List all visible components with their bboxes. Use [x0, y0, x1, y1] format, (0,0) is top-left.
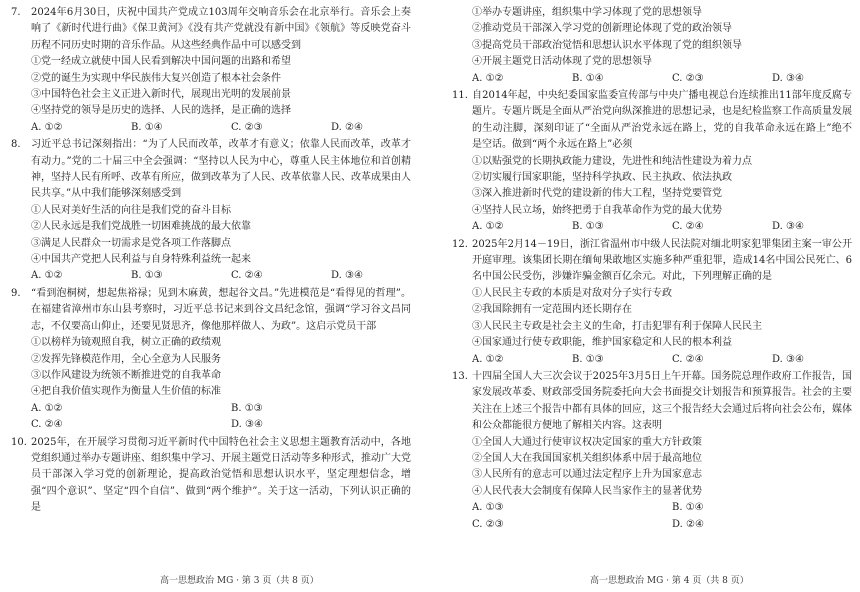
answer-b[interactable]: B. ①③ — [572, 221, 604, 233]
option-3: ③满足人民群众一切需求是党各项工作落脚点 — [31, 237, 231, 249]
question-number: 8. — [11, 139, 21, 151]
answer-c[interactable]: C. ②③ — [472, 518, 504, 530]
question-9 — [11, 286, 411, 434]
question-number: 9. — [11, 287, 21, 299]
answer-d[interactable]: D. ③④ — [331, 270, 363, 282]
question-number: 10. — [11, 436, 27, 448]
question-text: “看到泡桐树，想起焦裕禄；见到木麻黄，想起谷文昌。”先进模范是“看得见的哲理”。在福建省漳州市东山县考察时，习近平总书记来到谷文昌纪念馆，强调“学习谷文昌同志，不仅要高山仰止，还要见贤思齐，像他那样做人、为政”。这启示党员干部 — [31, 287, 411, 332]
question-text: 习近平总书记深刻指出：“为了人民而改革，改革才有意义；依靠人民而改革，改革才有动力。”党的二十届三中全会强调：“坚持以人民为中心，尊重人民主体地位和首创精神，坚持人民有所呼、改革有所应，做到改革为了人民、改革依靠人民、改革成果由人民共享。”从中我们能够深刻感受到 — [31, 139, 411, 200]
option-3: ③深入推进新时代党的建设新的伟大工程，坚持党要管党 — [472, 188, 722, 200]
answer-d[interactable]: D. ③④ — [772, 221, 804, 233]
question-number: 11. — [452, 90, 468, 102]
option-4: ④坚持党的领导是历史的选择、人民的选择，是正确的选择 — [31, 105, 291, 117]
option-2: ②我国除拥有一定范围内还长期存在 — [472, 304, 632, 316]
question-8 — [11, 137, 411, 285]
option-3: ③以作风建设为统领不断推进党的自我革命 — [31, 369, 221, 381]
option-4: ④人民代表大会制度有保障人民当家作主的显著优势 — [472, 485, 702, 497]
answer-b[interactable]: B. ①④ — [572, 72, 604, 84]
question-text: 自2014年起，中央纪委国家监委宣传部与中央广播电视总台连续推出11部年度反腐专题片。专题片既是全面从严治党向纵深推进的思想记录，也是纪检监察工作高质量发展的生动注脚，深刻印证了“全面从严治党永远在路上，党的自我革命永远在路上”绝不是空话。做到“两个永远在路上”必须 — [472, 90, 852, 151]
option-1: ①党一经成立就使中国人民看到解决中国问题的出路和希望 — [31, 56, 291, 68]
page-footer-left: 高一思想政治 MG · 第 3 页（共 8 页） — [160, 576, 319, 586]
answer-b[interactable]: B. ①④ — [131, 121, 163, 133]
answer-a[interactable]: A. ①③ — [472, 502, 504, 514]
option-3: ③人民民主专政是社会主义的生命，打击犯罪有利于保障人民民主 — [472, 320, 762, 332]
right-column — [452, 5, 852, 534]
answer-b[interactable]: B. ①④ — [672, 502, 704, 514]
option-2: ②切实履行国家职能，坚持科学执政、民主执政、依法执政 — [472, 172, 732, 184]
question-11 — [452, 88, 852, 236]
answer-row — [31, 417, 411, 433]
option-3: ③中国特色社会主义正进入新时代，展现出光明的发展前景 — [31, 89, 291, 101]
left-column — [11, 5, 411, 518]
page-footer-right: 高一思想政治 MG · 第 4 页（共 8 页） — [590, 576, 749, 586]
option-1: ①人民民主专政的本质是对敌对分子实行专政 — [472, 287, 672, 299]
answer-choices — [11, 268, 411, 284]
answer-c[interactable]: C. ②③ — [672, 72, 704, 84]
answer-row — [31, 401, 411, 417]
answer-c[interactable]: C. ②④ — [31, 419, 63, 431]
question-stem — [11, 286, 411, 335]
answer-d[interactable]: D. ③④ — [231, 419, 263, 431]
option-2: ②全国人大在我国国家机关组织体系中居于最高地位 — [472, 452, 702, 464]
question-10-continued — [452, 5, 852, 87]
option-4: ④把自我价值实现作为衡量人生价值的标准 — [31, 386, 221, 398]
question-stem — [452, 88, 852, 154]
question-number: 7. — [11, 7, 21, 18]
question-stem — [11, 435, 411, 517]
option-4: ④坚持人民立场，始终把勇于自我革命作为党的最大优势 — [472, 204, 722, 216]
answer-row — [472, 500, 852, 516]
question-text: 十四届全国人大三次会议于2025年3月5日上午开幕。国务院总理作政府工作报告，国家发展改革委、财政部受国务院委托向大会书面提交计划报告和预算报告。社会的主要关注在上述三个报告中都有具体的回应，这三个报告经大会通过后将向社会公布，媒体和公众都能很方便地了解相关内容。这表明 — [472, 370, 852, 432]
answer-choices — [452, 352, 852, 368]
question-10 — [11, 435, 411, 517]
answer-choices — [11, 120, 411, 136]
answer-c[interactable]: C. ②③ — [231, 121, 263, 133]
answer-d[interactable]: D. ③④ — [772, 353, 804, 365]
question-text: 2025年，在开展学习贯彻习近平新时代中国特色社会主义思想主题教育活动中，各地党组织通过举办专题讲座、组织集中学习、开展主题党日活动等多种形式，推动广大党员干部深入学习党的创新理论，提高政治觉悟和思想认识水平，坚定理想信念，增强“四个意识”、坚定“四个自信”、做到“两个维护”。关于这一活动，下列认识正确的是 — [31, 436, 411, 514]
answer-b[interactable]: B. ①③ — [572, 353, 604, 365]
answer-row — [472, 517, 852, 533]
answer-c[interactable]: C. ②④ — [672, 221, 704, 233]
question-text: 2025年2月14－19日，浙江省温州市中级人民法院对缅北明家犯罪集团主案一审公开开庭审理。该集团长期在缅甸果敢地区实施多种严重犯罪，造成14名中国公民死亡、6名中国公民受伤，涉嫌诈骗金额百亿余元。对此，下列理解正确的是 — [472, 238, 852, 283]
question-7 — [11, 5, 411, 136]
answer-d[interactable]: D. ②④ — [331, 121, 363, 133]
option-2: ②推动党员干部深入学习党的创新理论体现了党的政治领导 — [472, 23, 732, 35]
answer-c[interactable]: C. ②④ — [672, 353, 704, 365]
question-number: 13. — [452, 370, 468, 382]
option-3: ③提高党员干部政治觉悟和思想认识水平体现了党的组织领导 — [472, 39, 742, 51]
option-1: ①举办专题讲座，组织集中学习体现了党的思想领导 — [472, 7, 702, 18]
answer-choices — [452, 500, 852, 533]
answer-d[interactable]: D. ③④ — [772, 72, 804, 84]
answer-a[interactable]: A. ①② — [472, 221, 504, 233]
option-4: ④国家通过行使专政职能，维护国家稳定和人民的根本利益 — [472, 337, 732, 349]
answer-choices — [11, 401, 411, 434]
option-4: ④开展主题党日活动体现了党的思想领导 — [472, 56, 652, 68]
answer-a[interactable]: A. ①② — [31, 270, 63, 282]
question-stem — [452, 369, 852, 435]
question-number: 12. — [452, 238, 468, 250]
question-text: 2024年6月30日，庆祝中国共产党成立103周年交响音乐会在北京举行。音乐会上奏响了《新时代进行曲》《保卫黄河》《没有共产党就没有新中国》《领航》等反映党奋斗历程不同历史时期的音乐作品。从这些经典作品中可以感受到 — [31, 7, 411, 51]
option-2: ②人民永远是我们党战胜一切困难挑战的最大依靠 — [31, 221, 251, 233]
option-2: ②发挥先锋模范作用，全心全意为人民服务 — [31, 353, 221, 365]
question-stem — [11, 137, 411, 203]
answer-c[interactable]: C. ②④ — [231, 270, 263, 282]
answer-a[interactable]: A. ①② — [31, 121, 63, 133]
option-1: ①以贴强党的长期执政能力建设，先进性和纯洁性建设为着力点 — [472, 155, 752, 167]
question-stem — [11, 5, 411, 54]
answer-choices — [452, 219, 852, 235]
answer-choices — [452, 71, 852, 87]
answer-b[interactable]: B. ①③ — [231, 402, 263, 414]
option-1: ①全国人大通过行使审议权决定国家的重大方针政策 — [472, 436, 702, 448]
option-4: ④中国共产党把人民利益与自身特殊利益统一起来 — [31, 254, 251, 266]
question-stem — [452, 237, 852, 286]
answer-a[interactable]: A. ①② — [31, 402, 63, 414]
answer-b[interactable]: B. ①③ — [131, 270, 163, 282]
question-12 — [452, 237, 852, 368]
option-3: ③人民所有的意志可以通过法定程序上升为国家意志 — [472, 469, 702, 481]
option-1: ①人民对美好生活的向往是我们党的奋斗目标 — [31, 204, 231, 216]
answer-a[interactable]: A. ①② — [472, 353, 504, 365]
answer-d[interactable]: D. ②④ — [672, 518, 704, 530]
option-2: ②党的诞生为实现中华民族伟大复兴创造了根本社会条件 — [31, 72, 281, 84]
question-13 — [452, 369, 852, 533]
answer-a[interactable]: A. ①② — [472, 72, 504, 84]
option-1: ①以榜样为镜观照自我，树立正确的政绩观 — [31, 337, 221, 349]
